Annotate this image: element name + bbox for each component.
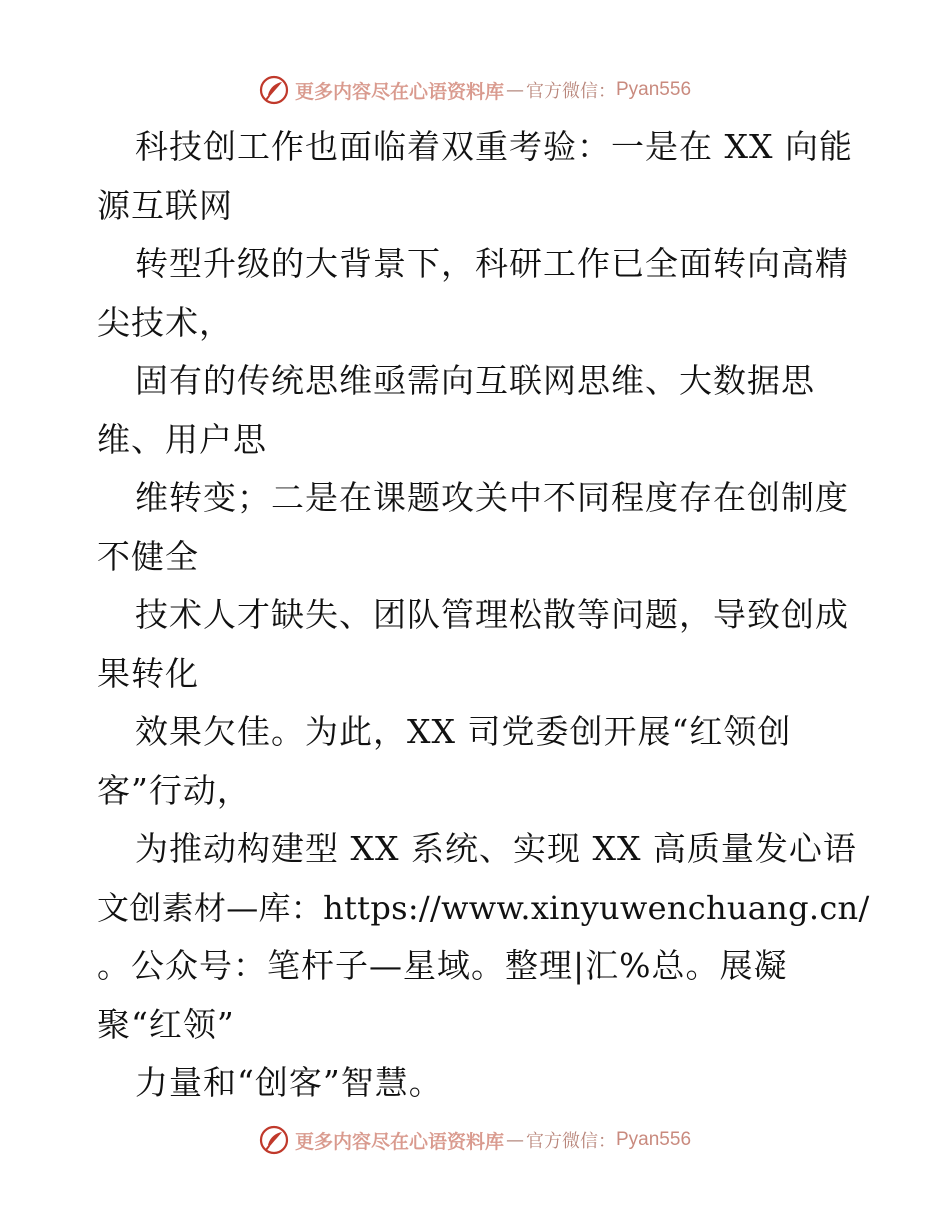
text-line: 为推动构建型 XX 系统、实现 XX 高质量发心语 [135, 829, 857, 868]
text-line: 技术人才缺失、团队管理松散等问题，导致创成 [135, 595, 849, 634]
text-line: 不健全 [97, 536, 199, 576]
text-line: 源互联网 [97, 185, 233, 225]
wechat-label: 官方微信： [526, 81, 616, 102]
text-line: 科技创工作也面临着双重考验：一是在 XX 向能 [135, 127, 853, 166]
text-line-url: 文创素材—库：https://www.xinyuwenchuang.cn/ [97, 888, 870, 927]
text-line: 维、用户思 [97, 419, 267, 459]
text-line: 。公众号：笔杆子—星域。整理|汇%总。展凝 [97, 946, 788, 985]
text-line: 聚“红领” [97, 1004, 235, 1044]
wechat-id: Pyan556 [616, 79, 692, 100]
document-body [97, 118, 870, 1113]
brand-logo-icon [259, 1125, 289, 1155]
watermark-text: 更多内容尽在心语资料库 [294, 1130, 504, 1153]
watermark-separator: — [506, 1129, 524, 1151]
header-watermark [0, 72, 950, 108]
text-line: 效果欠佳。为此，XX 司党委创开展“红领创 [135, 712, 792, 751]
text-line: 力量和“创客”智慧。 [135, 1063, 443, 1102]
wechat-id: Pyan556 [616, 1129, 692, 1150]
footer-watermark [0, 1122, 950, 1158]
brand-logo-icon [259, 75, 289, 105]
wechat-label: 官方微信： [526, 1131, 616, 1152]
text-line: 果转化 [97, 653, 199, 693]
text-line: 维转变；二是在课题攻关中不同程度存在创制度 [135, 478, 849, 517]
text-line: 尖技术， [97, 302, 233, 342]
text-line: 转型升级的大背景下，科研工作已全面转向高精 [135, 244, 849, 283]
watermark-separator: — [506, 79, 524, 101]
text-line: 固有的传统思维亟需向互联网思维、大数据思 [135, 361, 815, 400]
watermark-text: 更多内容尽在心语资料库 [294, 80, 504, 103]
text-line: 客”行动， [97, 770, 251, 810]
